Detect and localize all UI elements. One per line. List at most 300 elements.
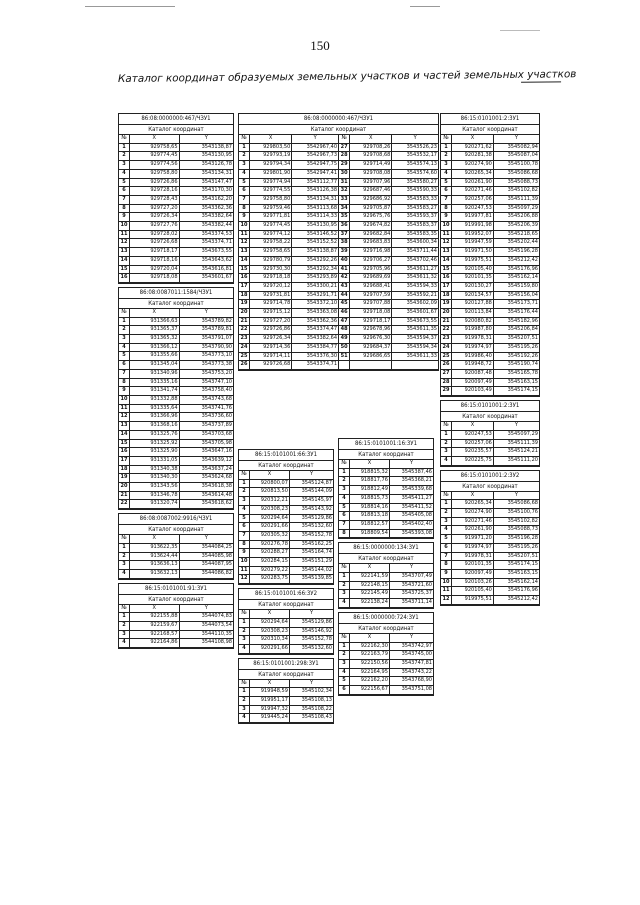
table-row: [441, 291, 539, 300]
x-value: 929794,34: [250, 161, 292, 170]
table-row: [441, 352, 539, 361]
point-number: 11: [441, 230, 452, 239]
x-value: 920257,06: [452, 195, 494, 204]
column-header: Y: [392, 135, 438, 143]
block-subheader: Каталог координат: [339, 450, 433, 460]
table-row: [239, 523, 333, 532]
coord-table: [239, 135, 438, 370]
y-value: 3545152,78: [289, 636, 333, 645]
point-number: 29: [339, 161, 350, 170]
block-header: 86:15:0101001:2:3У1: [441, 401, 539, 412]
x-value: 931346,78: [130, 491, 180, 500]
point-number: 4: [239, 714, 250, 723]
x-value: 920294,64: [250, 514, 290, 523]
x-value: 919978,31: [452, 552, 494, 561]
point-number: 12: [119, 239, 130, 248]
point-number: 13: [119, 248, 130, 257]
point-number: 7: [119, 369, 130, 378]
x-value: 920291,66: [250, 644, 290, 653]
column-header: №: [119, 135, 130, 143]
table-row: [441, 187, 539, 196]
table-row: [119, 361, 233, 370]
point-number: 6: [119, 187, 130, 196]
table-row: [441, 448, 539, 457]
x-value: 929682,84: [350, 230, 392, 239]
column-header: X: [130, 605, 180, 613]
point-number: 3: [239, 161, 250, 170]
y-value: 3545162,14: [493, 578, 539, 587]
block-subheader: Каталог координат: [119, 595, 233, 605]
column-header: X: [250, 680, 290, 688]
column-header: Y: [292, 135, 339, 143]
x-value: 922138,24: [350, 599, 390, 608]
point-number: 19: [119, 474, 130, 483]
point-number: 48: [339, 326, 350, 335]
block-header: 86:15:0101001:2:3У1: [441, 114, 539, 125]
y-value: 3545159,80: [493, 282, 539, 291]
x-value: 919987,80: [452, 326, 494, 335]
block-header: 86:15:0000000:134:3У1: [339, 543, 433, 554]
point-number: 2: [339, 477, 350, 486]
y-value: 3545218,65: [493, 230, 539, 239]
y-value: 3545143,92: [289, 505, 333, 514]
x-value: 920310,34: [250, 636, 290, 645]
block-subheader: Каталог координат: [441, 125, 539, 135]
y-value: 3545082,94: [493, 143, 539, 152]
table-row: [119, 561, 233, 570]
x-value: 929686,92: [350, 195, 392, 204]
table-row: [239, 575, 333, 584]
y-value: 3543673,55: [392, 317, 438, 326]
x-value: 922141,59: [350, 573, 390, 582]
point-number: 6: [239, 523, 250, 532]
point-number: 5: [339, 677, 350, 686]
x-value: 919948,59: [250, 688, 290, 697]
point-number: 15: [441, 265, 452, 274]
x-value: 929727,76: [130, 222, 180, 231]
block-subheader: Каталог координат: [119, 125, 233, 135]
point-number: 24: [239, 343, 250, 352]
y-value: 3545124,87: [289, 479, 333, 488]
coord-table: [339, 634, 433, 695]
table-row: [339, 477, 433, 486]
x-value: 929726,34: [250, 335, 292, 344]
x-value: 920281,38: [452, 152, 494, 161]
table-row: [239, 549, 333, 558]
y-value: 3544086,82: [179, 569, 233, 578]
table-row: [441, 335, 539, 344]
x-value: 929758,80: [250, 195, 292, 204]
point-number: 6: [239, 187, 250, 196]
y-value: 3545387,46: [389, 468, 433, 477]
table-row: [239, 282, 438, 291]
block-gap: [440, 606, 540, 609]
point-number: 11: [239, 566, 250, 575]
table-row: [441, 274, 539, 283]
y-value: 3542967,73: [292, 152, 339, 161]
table-row: [239, 222, 438, 231]
point-number: 46: [339, 309, 350, 318]
x-value: 929705,87: [350, 204, 392, 213]
coord-block-host: [118, 513, 234, 583]
coord-table: [339, 564, 433, 608]
y-value: 3545206,84: [493, 326, 539, 335]
x-value: 918809,54: [350, 529, 390, 538]
y-value: 3545195,26: [493, 543, 539, 552]
column-header: Y: [493, 492, 539, 500]
x-value: 931366,63: [130, 317, 180, 326]
point-number: 24: [441, 343, 452, 352]
table-row: [339, 494, 433, 503]
y-value: 3545192,26: [493, 352, 539, 361]
y-value: 3543583,27: [392, 204, 438, 213]
column-header: №: [441, 492, 452, 500]
point-number: 11: [119, 230, 130, 239]
x-value: 929674,82: [350, 222, 392, 231]
table-row: [119, 326, 233, 335]
x-value: 922163,79: [350, 651, 390, 660]
point-number: 22: [119, 500, 130, 509]
block-header: 86:08:0087011:1584/ЧЗУ1: [119, 288, 233, 299]
x-value: 929678,96: [350, 326, 392, 335]
point-number: 5: [339, 503, 350, 512]
table-row: [339, 573, 433, 582]
column-header: X: [130, 135, 180, 143]
y-value: 3543574,60: [392, 169, 438, 178]
y-value: 3543745,00: [389, 651, 433, 660]
table-row: [441, 300, 539, 309]
y-value: 3543362,36: [179, 204, 233, 213]
point-number: 44: [339, 291, 350, 300]
point-number: 2: [339, 581, 350, 590]
y-value: 3545196,28: [493, 535, 539, 544]
column-header: №: [239, 680, 250, 688]
table-row: [119, 213, 233, 222]
point-number: 40: [339, 256, 350, 265]
point-number: 7: [239, 195, 250, 204]
point-number: 5: [119, 178, 130, 187]
y-value: 3543292,34: [292, 265, 339, 274]
point-number: 5: [239, 514, 250, 523]
point-number: 17: [119, 456, 130, 465]
table-row: [119, 343, 233, 352]
point-number: 11: [441, 587, 452, 596]
x-value: 931365,37: [130, 326, 180, 335]
y-value: 3545162,25: [289, 540, 333, 549]
table-row: [119, 500, 233, 509]
table-row: [119, 152, 233, 161]
table-row: [239, 566, 333, 575]
table-header-row: [339, 460, 433, 468]
point-number: 10: [239, 222, 250, 231]
x-value: 929727,20: [130, 204, 180, 213]
y-value: 3543624,68: [179, 474, 233, 483]
point-number: 12: [441, 596, 452, 605]
column-header: №: [339, 460, 350, 468]
column-header: X: [350, 634, 390, 642]
y-value: 3545163,15: [493, 378, 539, 387]
point-number: 3: [119, 630, 130, 639]
x-value: 929726,68: [250, 361, 292, 370]
table-row: [441, 509, 539, 518]
point-number: 4: [441, 456, 452, 465]
x-value: 920312,21: [250, 497, 290, 506]
x-value: 920276,78: [250, 540, 290, 549]
column-header: №: [339, 135, 350, 143]
x-value: 919991,98: [452, 222, 494, 231]
x-value: 931340,96: [130, 369, 180, 378]
column-header: №: [339, 634, 350, 642]
point-number: 5: [119, 352, 130, 361]
point-number: 14: [239, 256, 250, 265]
table-row: [239, 479, 333, 488]
point-number: 5: [441, 178, 452, 187]
table-row: [441, 204, 539, 213]
point-number: 12: [239, 239, 250, 248]
point-number: 7: [119, 195, 130, 204]
x-value: 922155,88: [130, 613, 180, 622]
table-row: [339, 581, 433, 590]
point-number: 4: [239, 644, 250, 653]
y-value: 3543130,95: [292, 222, 339, 231]
column-header: Y: [389, 634, 433, 642]
point-number: 1: [339, 573, 350, 582]
block-header: 86:15:0101001:66:3У1: [239, 450, 333, 461]
y-value: 3543611,33: [392, 352, 438, 361]
y-value: 3543773,10: [179, 352, 233, 361]
table-row: [239, 343, 438, 352]
x-value: 929730,30: [250, 265, 292, 274]
table-header-row: [441, 492, 539, 500]
table-row: [239, 169, 438, 178]
x-value: 929726,68: [130, 239, 180, 248]
coord-block-host: [118, 583, 234, 653]
y-value: 3543637,24: [179, 465, 233, 474]
table-row: [119, 265, 233, 274]
table-row: [441, 543, 539, 552]
x-value: 929728,43: [130, 195, 180, 204]
point-number: 1: [119, 143, 130, 152]
y-value: 3543594,34: [392, 343, 438, 352]
point-number: 1: [239, 479, 250, 488]
coord-table: [239, 610, 333, 654]
x-value: 929758,80: [130, 169, 180, 178]
table-row: [119, 395, 233, 404]
x-value: 920291,66: [250, 523, 290, 532]
y-value: 3545097,29: [493, 430, 539, 439]
y-value: 3543789,82: [179, 317, 233, 326]
x-value: 931325,76: [130, 430, 180, 439]
x-value: 929774,56: [130, 161, 180, 170]
y-value: 3543134,31: [292, 195, 339, 204]
y-value: 3545088,73: [493, 526, 539, 535]
x-value: 920105,40: [452, 265, 494, 274]
coord-block: [118, 513, 234, 580]
y-value: 3545207,51: [493, 552, 539, 561]
table-row: [119, 143, 233, 152]
table-row: [441, 143, 539, 152]
table-row: [119, 369, 233, 378]
y-value: 3543789,81: [179, 326, 233, 335]
point-number: 2: [119, 622, 130, 631]
y-value: 3545164,74: [289, 549, 333, 558]
point-number: 1: [441, 143, 452, 152]
table-row: [119, 161, 233, 170]
x-value: 918817,76: [350, 477, 390, 486]
point-number: 3: [119, 335, 130, 344]
table-row: [239, 178, 438, 187]
x-value: 931320,74: [130, 500, 180, 509]
x-value: 929715,12: [250, 309, 292, 318]
y-value: 3542947,75: [292, 161, 339, 170]
x-value: 929726,86: [130, 178, 180, 187]
coord-block-host: [338, 612, 434, 699]
y-value: 3543526,23: [392, 143, 438, 152]
column-header: X: [130, 535, 180, 543]
x-value: 929708,08: [350, 169, 392, 178]
point-number: 6: [441, 543, 452, 552]
x-value: 929771,81: [250, 213, 292, 222]
x-value: 929716,98: [350, 248, 392, 257]
table-row: [441, 430, 539, 439]
column-header: X: [350, 564, 390, 572]
x-value: 920101,35: [452, 561, 494, 570]
table-row: [119, 639, 233, 648]
table-row: [239, 274, 438, 283]
y-value: 3543362,36: [292, 317, 339, 326]
table-row: [239, 644, 333, 653]
x-value: 929706,27: [350, 256, 392, 265]
x-value: 920127,88: [452, 300, 494, 309]
table-row: [441, 596, 539, 605]
table-row: [441, 169, 539, 178]
block-subheader: Каталог координат: [239, 461, 333, 471]
y-value: 3543725,37: [389, 590, 433, 599]
table-header-row: [339, 564, 433, 572]
point-number: 2: [239, 697, 250, 706]
table-row: [239, 230, 438, 239]
column-header: №: [441, 422, 452, 430]
point-number: 1: [119, 613, 130, 622]
x-value: 919974,97: [452, 343, 494, 352]
x-value: 929689,69: [350, 274, 392, 283]
x-value: 919947,32: [250, 705, 290, 714]
table-row: [119, 239, 233, 248]
x-value: 929793,19: [250, 152, 292, 161]
block-gap: [238, 371, 439, 374]
table-row: [239, 317, 438, 326]
table-row: [119, 378, 233, 387]
coord-block-host: [118, 287, 234, 513]
y-value: 3545111,39: [493, 439, 539, 448]
y-value: 3545176,96: [493, 587, 539, 596]
point-number: 2: [119, 326, 130, 335]
coord-block: [238, 449, 334, 585]
table-row: [339, 642, 433, 651]
table-row: [441, 309, 539, 318]
table-row: [239, 697, 333, 706]
point-number: 15: [119, 265, 130, 274]
y-value: 3543721,60: [389, 581, 433, 590]
table-row: [339, 668, 433, 677]
x-value: 922164,95: [350, 668, 390, 677]
table-row: [239, 335, 438, 344]
y-value: 3545202,44: [493, 239, 539, 248]
x-value: 931335,64: [130, 404, 180, 413]
table-row: [441, 535, 539, 544]
table-row: [441, 256, 539, 265]
coord-table: [339, 460, 433, 538]
table-row: [119, 543, 233, 552]
table-row: [441, 161, 539, 170]
point-number: 17: [239, 282, 250, 291]
y-value: 3543758,40: [179, 387, 233, 396]
point-number: 21: [119, 491, 130, 500]
table-row: [119, 256, 233, 265]
table-row: [339, 686, 433, 695]
table-row: [339, 512, 433, 521]
y-value: 3543126,78: [179, 161, 233, 170]
x-value: 920288,27: [250, 549, 290, 558]
y-value: 3544108,98: [179, 639, 233, 648]
x-value: 920097,49: [452, 569, 494, 578]
point-number: 13: [119, 422, 130, 431]
table-row: [441, 361, 539, 370]
table-row: [239, 143, 438, 152]
table-row: [119, 178, 233, 187]
x-value: 913636,13: [130, 561, 180, 570]
table-row: [239, 213, 438, 222]
coord-block: [118, 287, 234, 510]
y-value: 3545206,88: [493, 213, 539, 222]
point-number: 51: [339, 352, 350, 361]
point-number: 2: [239, 627, 250, 636]
point-number: 3: [119, 161, 130, 170]
point-number: 6: [119, 361, 130, 370]
table-row: [441, 230, 539, 239]
x-value: 920294,64: [250, 618, 290, 627]
point-number: 20: [119, 483, 130, 492]
column-header: X: [250, 471, 290, 479]
x-value: 919977,81: [452, 213, 494, 222]
x-value: 929718,17: [130, 248, 180, 257]
table-row: [441, 326, 539, 335]
point-number: 26: [441, 361, 452, 370]
point-number: 8: [239, 540, 250, 549]
y-value: [392, 361, 438, 370]
y-value: 3543602,09: [392, 300, 438, 309]
table-row: [441, 456, 539, 465]
x-value: 919971,20: [452, 535, 494, 544]
x-value: 929758,65: [130, 143, 180, 152]
y-value: 3543590,33: [392, 187, 438, 196]
point-number: 23: [441, 335, 452, 344]
x-value: 929714,49: [350, 161, 392, 170]
point-number: 14: [119, 256, 130, 265]
y-value: 3543134,31: [179, 169, 233, 178]
table-row: [339, 529, 433, 538]
y-value: 3545195,26: [493, 343, 539, 352]
x-value: 929728,16: [130, 187, 180, 196]
x-value: 922150,56: [350, 659, 390, 668]
column-header: Y: [179, 135, 233, 143]
x-value: 931340,38: [130, 465, 180, 474]
block-subheader: Каталог координат: [119, 299, 233, 309]
y-value: 3543618,62: [179, 500, 233, 509]
table-row: [119, 552, 233, 561]
y-value: 3545368,21: [389, 477, 433, 486]
x-value: 929718,17: [350, 317, 392, 326]
